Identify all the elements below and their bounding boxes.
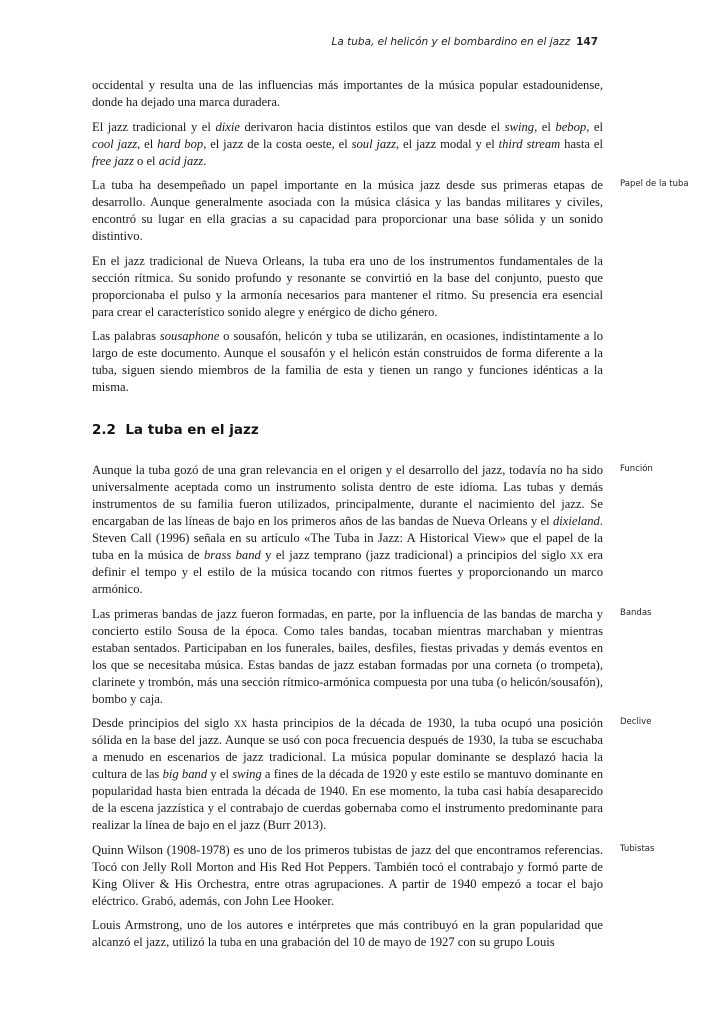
paragraph-block-bandas [92,606,652,708]
paragraph-block-papel [92,177,689,245]
paragraph-bands: Las primeras bandas de jazz fueron formadas, en parte, por la influencia de las bandas de marcha y concierto estilo Sousa de la época. Como tales bandas, tocaban mientras marchaban y mientras estaban sentados. Participaban en los funerales, bailes, desfiles, fiestas privadas y demás eventos en los que se necesitaba música. Estas bandas de jazz estaban formadas por una corneta (o trompeta), clarinete y trombón, más una sección rítmico-armónica compuesta por una tuba (o helicón/sousafón), bombo y caja. [92,606,603,706]
paragraph-decline: Desde principios del siglo xx hasta principios de la década de 1930, la tuba ocupó una posición sólida en la base del jazz. Aunque se usó con poca frecuencia después de 1930, la tuba se escuchaba a menudo en escenarios de jazz tradicional. La música popular dominante se desplazó hacia la cultura de las big band y el swing a fines de la década de 1920 y este estilo se mantuvo dominante en popularidad hasta bien entrada la década de 1940. En ese momento, la tuba casi había desaparecido de la escena jazzística y el contrabajo de cuerdas gobernaba como el instrumento predominante para realizar la línea de bajo en el jazz (Burr 2013). [92,716,603,832]
margin-note-declive: Declive [620,717,652,727]
running-header [332,36,598,48]
margin-note-papel: Papel de la tuba [620,179,689,189]
page-number: 147 [576,36,598,48]
paragraph-function: Aunque la tuba gozó de una gran relevancia en el origen y el desarrollo del jazz, todavía no ha sido universalmente aceptada como un instrumento solista dentro de este idioma. Las tubas y demás instrumentos de su familia fueron utilizados, principalmente, durante el nacimiento del jazz. Se encargaban de las líneas de bajo en los primeros años de las bandas de Nueva Orleans y el dixieland. Steven Call (1996) señala en su artículo «The Tuba in Jazz: A Historical View» que el papel de la tuba en la música de brass band y el jazz temprano (jazz tradicional) a principios del siglo xx era definir el tempo y el estilo de la música tocando con ritmos fuertes y proporcionando un marco armónico. [92,463,603,596]
margin-note-bandas: Bandas [620,607,652,618]
paragraph-jazz-styles: El jazz tradicional y el dixie derivaron hacia distintos estilos que van desde el swing, el bebop, el cool jazz, el hard bop, el jazz de la costa oeste, el soul jazz, el jazz modal y el third stream hasta el free jazz o el acid jazz. [92,119,603,168]
section-number: 2.2 [92,422,116,438]
paragraph-block-declive [92,715,652,834]
section-title: La tuba en el jazz [125,422,259,438]
margin-note-tubistas: Tubistas [620,843,655,854]
section-heading [92,422,603,439]
paragraph-block-funcion [92,462,653,598]
paragraph-nueva-orleans: En el jazz tradicional de Nueva Orleans, la tuba era uno de los instrumentos fundamentales de la sección rítmica. Su sonido profundo y resonante se convirtió en la base del conjunto, puesto que proporcionaba el pulso y la armonía necesarios para mantener el ritmo. Su presencia era esencial para crear el característico sonido alegre y enérgico de dicho género. [92,253,603,319]
paragraph-terminology: Las palabras sousaphone o sousafón, helicón y tuba se utilizarán, en ocasiones, indistintamente a lo largo de este documento. Aunque el sousafón y el helicón están construidos de forma diferente a la tuba, siguen siendo miembros de la familia de esta y tienen un rango y funciones idénticas a la misma. [92,329,603,394]
paragraph-block-tubistas [92,842,655,910]
paragraph-tubists: Quinn Wilson (1908-1978) es uno de los primeros tubistas de jazz del que encontramos referencias. Tocó con Jelly Roll Morton and His Red Hot Peppers. También tocó el contrabajo y formó parte de King Oliver & His Orchestra, entre otras agrupaciones. A partir de 1940 empezó a tocar el bajo eléctrico. Grabó, además, con John Lee Hooker. [92,842,603,908]
running-title: La tuba, el helicón y el bombardino en el jazz [331,36,571,48]
paragraph-tuba-role: La tuba ha desempeñado un papel importante en la música jazz desde sus primeras etapas de desarrollo. Aunque generalmente asociada con la música clásica y las bandas militares y civiles, encontró su lugar en ella gracias a su capacidad para proporcionar una base sólida y un sonido distintivo. [92,178,603,243]
margin-note-funcion: Función [620,464,653,474]
paragraph-armstrong: Louis Armstrong, uno de los autores e intérpretes que más contribuyó en la gran popularidad que alcanzó el jazz, utilizó la tuba en una grabación del 10 de mayo de 1927 con su grupo Louis [92,918,603,949]
paragraph-continuation: occidental y resulta una de las influencias más importantes de la música popular estadounidense, donde ha dejado una marca duradera. [92,78,603,109]
page-body [92,77,689,959]
